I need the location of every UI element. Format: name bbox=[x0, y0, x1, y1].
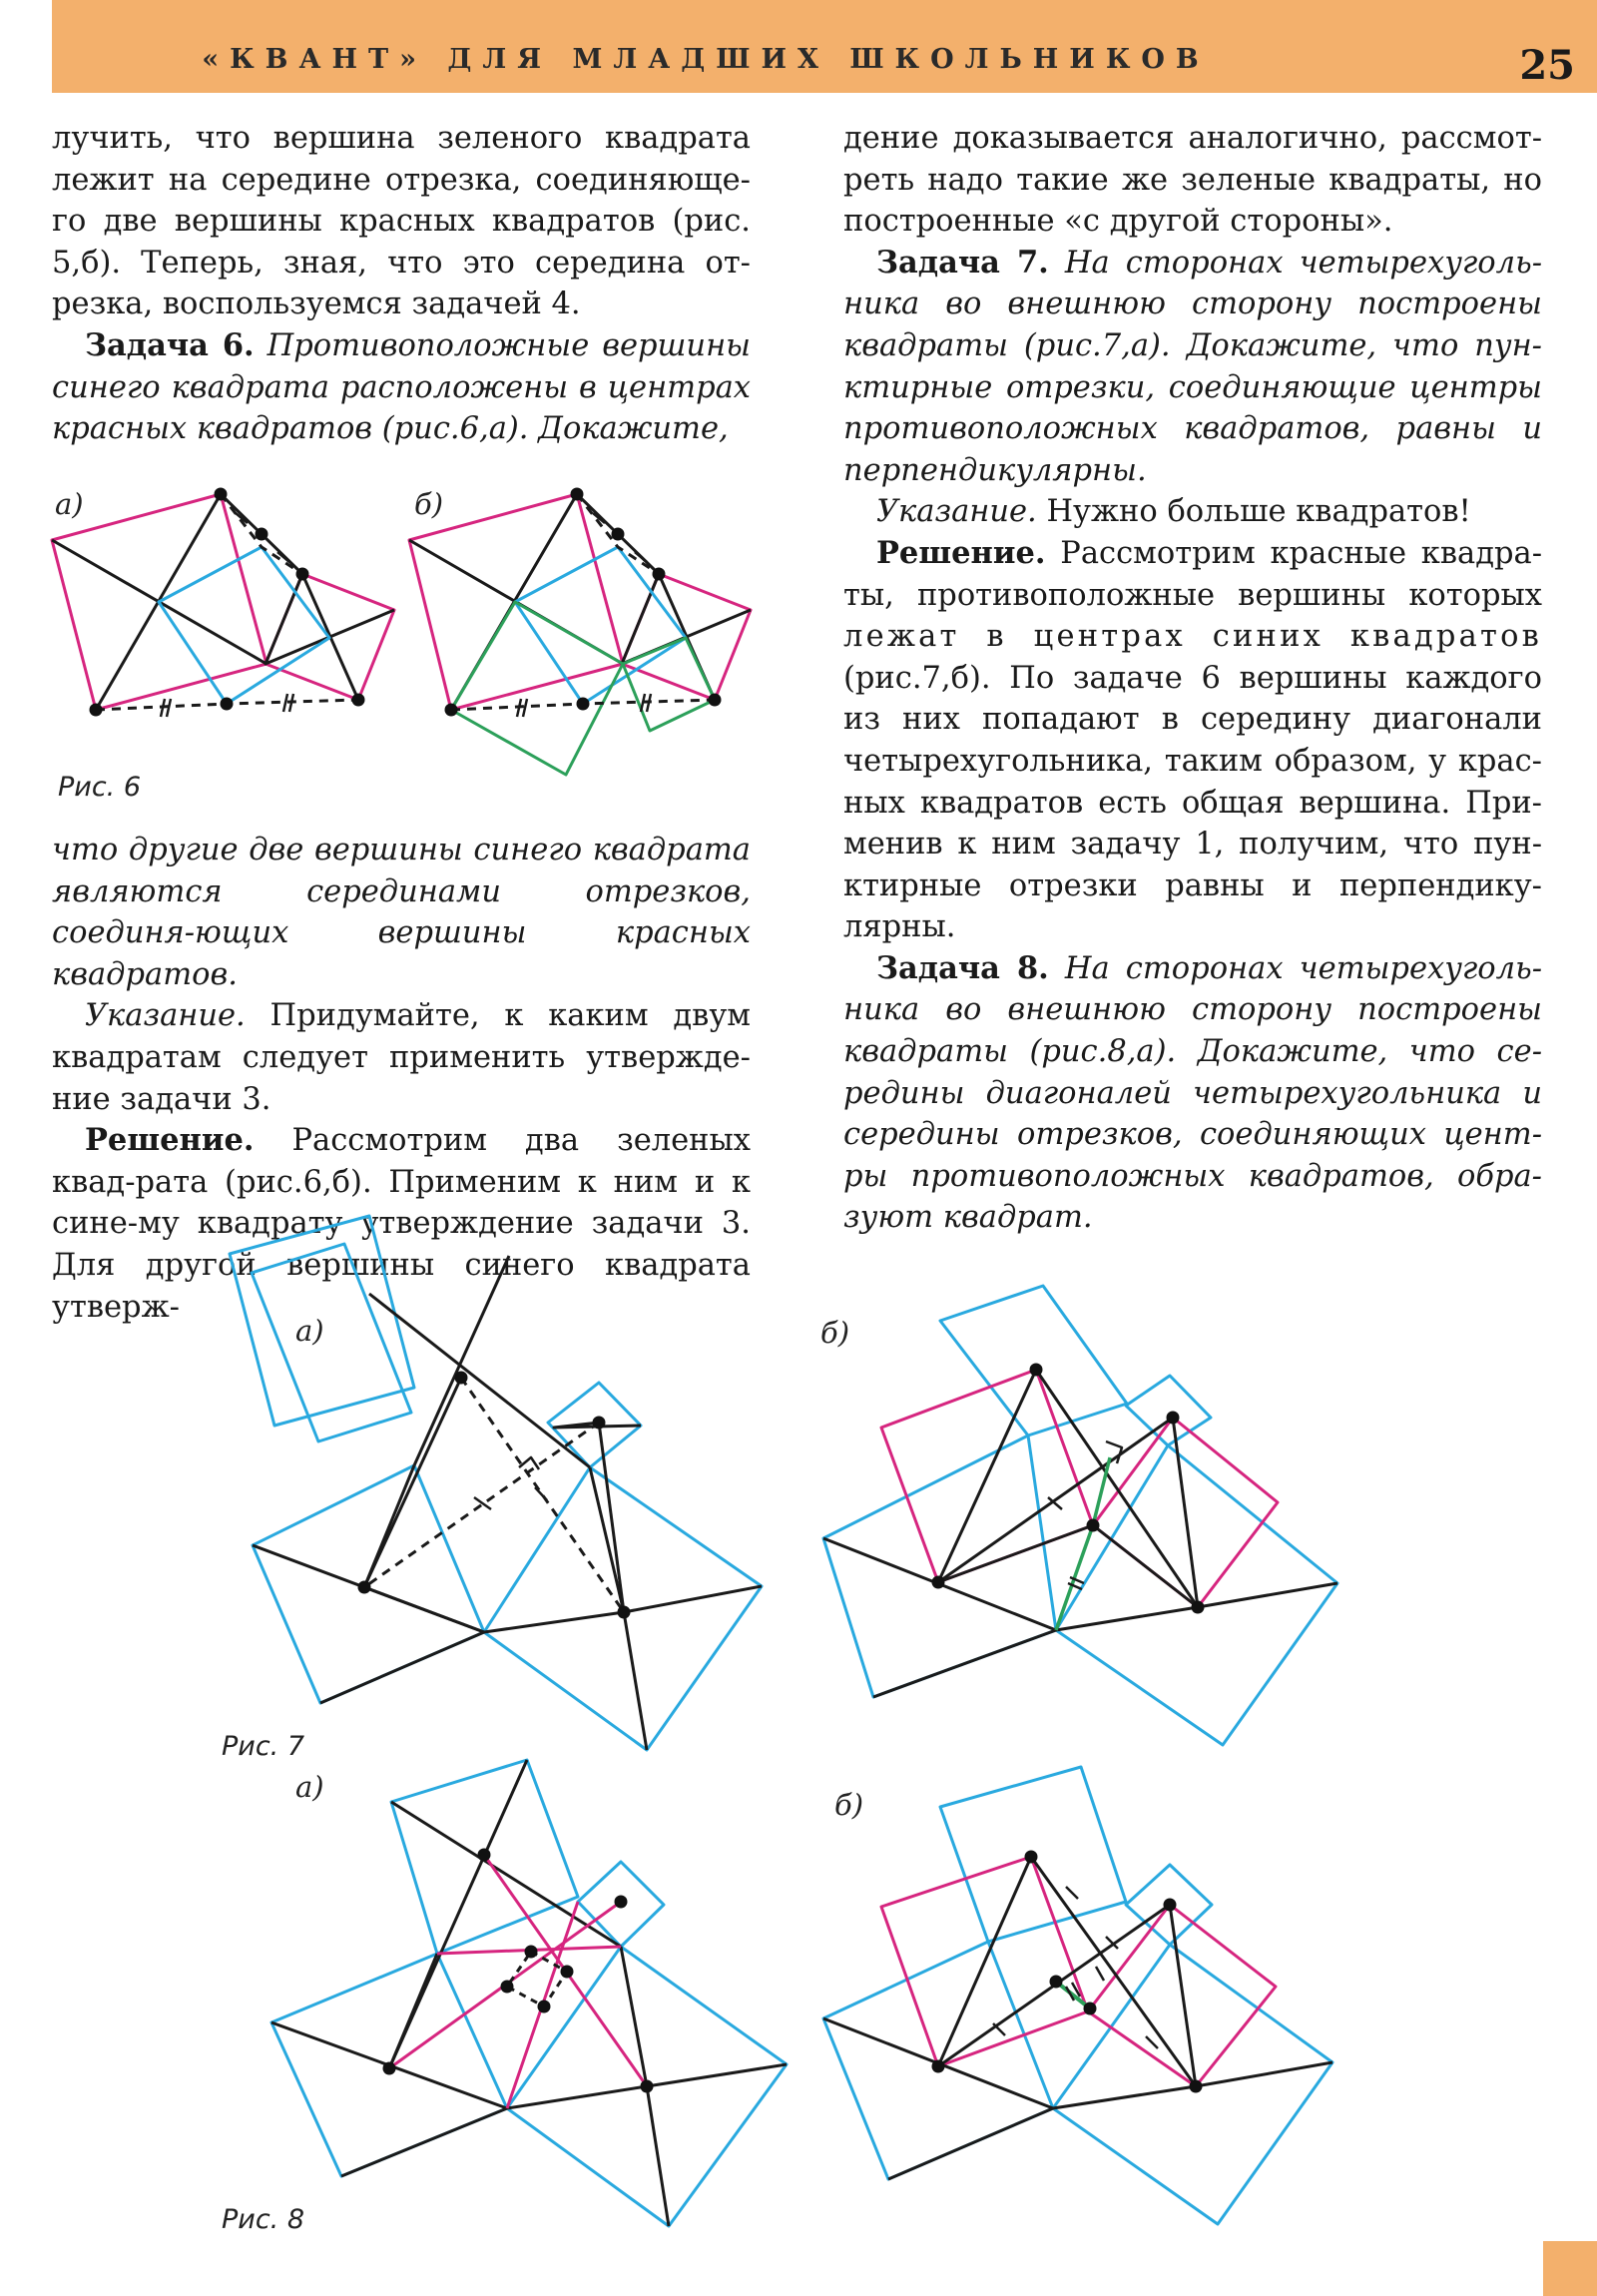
paragraph: дение доказывается аналогично, рассмот-реть надо такие же зеленые квадраты, но построенные «с другой стороны». bbox=[843, 121, 1542, 240]
task-6-label: Задача 6. bbox=[85, 326, 255, 363]
vertex-dot bbox=[1190, 2080, 1203, 2093]
vertex-dot bbox=[525, 1946, 538, 1959]
solution-7-rest: (рис.7,б). По задаче 6 вершины каждого из них попадают в середину диагонали четырехугольника, таким образом, у крас-ных квадратов есть общая вершина. При-менив к ним задачу 1, получим, что пун-ктирные отрезки равны и перпендику-лярны. bbox=[843, 660, 1542, 945]
figure-7a bbox=[230, 1216, 762, 1750]
hint-label: Указание. bbox=[85, 998, 246, 1034]
vertex-dot bbox=[478, 1849, 491, 1862]
figure-8a bbox=[271, 1760, 787, 2226]
tick-marks bbox=[474, 1487, 547, 1509]
vertex-dot bbox=[256, 528, 268, 541]
vertex-dot bbox=[932, 1576, 945, 1589]
quad-side bbox=[577, 494, 715, 700]
figure-8b-label: б) bbox=[834, 1788, 864, 1822]
task-6-continuation: что другие две вершины синего квадрата являются серединами отрезков, соединя-ющих вершины красных квадратов. bbox=[52, 833, 751, 992]
vertex-dot bbox=[1030, 1364, 1043, 1377]
figure-7b-label: б) bbox=[820, 1316, 850, 1350]
journal-section-title: «КВАНТ» ДЛЯ МЛАДШИХ ШКОЛЬНИКОВ bbox=[202, 44, 1210, 75]
figure-7a-label: а) bbox=[295, 1314, 324, 1348]
solution-label: Решение. bbox=[85, 1122, 255, 1159]
vertex-dot bbox=[618, 1606, 631, 1619]
solution-text: Рассмотрим два зеленых квад-рата (рис.6,б). Применим к ним и к сине-му квадрату утверждение задачи 3. Для другой вершины синего квадрата утверж- bbox=[52, 1123, 751, 1325]
vertex-dot bbox=[709, 694, 722, 707]
figure-6b bbox=[409, 487, 751, 775]
solution-label: Решение. bbox=[876, 534, 1046, 571]
task-8-label: Задача 8. bbox=[876, 949, 1049, 986]
line bbox=[938, 1418, 1173, 1582]
figure-7-caption: Рис. 7 bbox=[222, 1731, 305, 1762]
line bbox=[1173, 1418, 1198, 1607]
blue-square-top bbox=[940, 1286, 1127, 1435]
figure-6b-label: б) bbox=[414, 487, 444, 521]
paragraph: лучить, что вершина зеленого квадрата лежит на середине отрезка, соединяюще-го две вершины красных квадратов (рис. 5,б). Теперь, зная, что это середина от-резка, воспользуемся задачей 4. bbox=[52, 121, 751, 322]
vertex-dot bbox=[1167, 1412, 1180, 1425]
quad-side bbox=[622, 574, 751, 664]
hint-label: Указание. bbox=[876, 494, 1037, 530]
diagonal bbox=[414, 1256, 509, 1465]
figure-7b bbox=[820, 1286, 1337, 1745]
quad-side bbox=[221, 494, 358, 700]
right-angle-mark bbox=[519, 1457, 539, 1469]
blue-square-top bbox=[252, 1244, 411, 1441]
vertex-dot bbox=[571, 488, 584, 501]
vertex-dot bbox=[296, 568, 309, 581]
vertex-dot bbox=[1164, 1899, 1177, 1912]
figure-6a bbox=[52, 487, 394, 717]
task-6-text: Противоположные вершины синего квадрата расположены в центрах красных квадратов (рис.6,а). Докажите, bbox=[52, 327, 751, 447]
figure-6-caption: Рис. 6 bbox=[58, 772, 142, 803]
vertex-dot bbox=[561, 1966, 574, 1979]
line bbox=[1031, 1857, 1196, 2086]
green-square bbox=[623, 638, 715, 731]
vertex-dot bbox=[501, 1981, 514, 1994]
vertex-dot bbox=[1087, 1519, 1100, 1532]
vertex-dot bbox=[577, 698, 590, 711]
vertex-dot bbox=[215, 488, 228, 501]
hint-text: Придумайте, к каким двум квадратам следует применить утвержде-ние задачи 3. bbox=[52, 998, 751, 1117]
page-number: 25 bbox=[1519, 42, 1575, 89]
tick-marks bbox=[1048, 1497, 1084, 1589]
vertex-dot bbox=[612, 528, 625, 541]
vertex-dot bbox=[445, 704, 458, 717]
figure-6a-label: а) bbox=[55, 487, 84, 521]
vertex-dot bbox=[352, 694, 365, 707]
solution-7-line-2: лежат в центрах синих квадратов bbox=[843, 619, 1542, 655]
vertex-dot bbox=[641, 2080, 654, 2093]
figure-8b bbox=[823, 1767, 1332, 2224]
task-7-label: Задача 7. bbox=[876, 244, 1049, 281]
hint-text: Нужно больше квадратов! bbox=[1046, 494, 1471, 530]
task-7-text: На сторонах четырехуголь-ника во внешнюю сторону построены квадраты (рис.7,а). Докажите, что пун-ктирные отрезки, соединяющие центры противоположных квадратов, равны и перпендикулярны. bbox=[843, 245, 1542, 488]
vertex-dot bbox=[1084, 2003, 1097, 2015]
vertex-dot bbox=[538, 2001, 551, 2013]
blue-square-left bbox=[823, 1435, 1056, 1697]
vertex-dot bbox=[1025, 1851, 1038, 1864]
vertex-dot bbox=[358, 1581, 371, 1594]
line bbox=[823, 2018, 1053, 2179]
vertex-dot bbox=[221, 698, 234, 711]
vertex-dot bbox=[593, 1417, 606, 1430]
vertex-dot bbox=[1192, 1601, 1205, 1614]
figure-8-caption: Рис. 8 bbox=[222, 2204, 305, 2235]
quad-side bbox=[266, 574, 394, 664]
vertex-dot bbox=[932, 2060, 945, 2073]
vertex-dot bbox=[653, 568, 666, 581]
vertex-dot bbox=[383, 2062, 396, 2075]
vertex-dot bbox=[615, 1896, 628, 1909]
vertex-dot bbox=[455, 1372, 468, 1385]
vertex-dot bbox=[90, 704, 103, 717]
task-8-text: На сторонах четырехуголь-ника во внешнюю сторону построены квадраты (рис.8,а). Докажите, что се-редины диагоналей четырехугольника и середины отрезков, соединяющих цент-ры противоположных квадратов, обра-зуют квадрат. bbox=[843, 950, 1542, 1236]
solution-text: Рассмотрим красные квадра-ты, противоположные вершины которых bbox=[843, 535, 1542, 613]
line bbox=[823, 1538, 1056, 1697]
blue-square-small bbox=[1126, 1376, 1211, 1445]
vertex-dot bbox=[1050, 1976, 1063, 1989]
figure-8a-label: а) bbox=[295, 1770, 324, 1804]
